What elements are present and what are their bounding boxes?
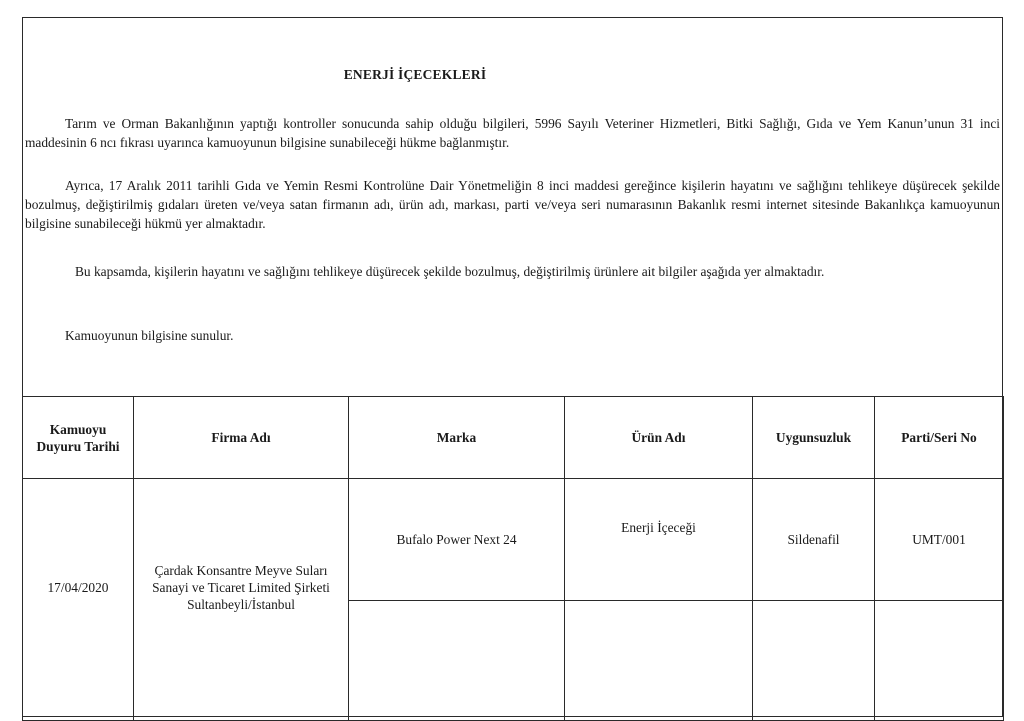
results-table (22, 396, 1004, 721)
header-date: Kamuoyu Duyuru Tarihi (23, 397, 134, 479)
firm-value: Çardak Konsantre Meyve Suları Sanayi ve Ticaret Limited Şirketi Sultanbeyli/İstanbul (152, 563, 330, 612)
cell-date (23, 479, 134, 721)
document-title: ENERJİ İÇECEKLERİ (343, 67, 487, 82)
paragraph-regulation: Ayrıca, 17 Aralık 2011 tarihli Gıda ve Yemin Resmi Kontrolüne Dair Yönetmeliğin 8 inci maddesi gereğince kişilerin hayatını ve sağlığını tehlikeye düşürecek şekilde bozulmuş, değiştirilmiş gıdaları üreten ve/veya satan firmanın adı, ürün adı, markası, parti ve/veya seri numarasının Bakanlık resmi internet sitesinde Bakanlıkça kamuoyunun bilgisine sunabileceği hükmü yer almaktadır. (25, 178, 1000, 231)
header-batch: Parti/Seri No (875, 397, 1004, 479)
header-nonconformity: Uygunsuzluk (753, 397, 875, 479)
cell-brand-2 (349, 601, 565, 721)
cell-nonconformity: Sildenafil (753, 479, 875, 601)
paragraph-intro: Tarım ve Orman Bakanlığının yaptığı kontroller sonucunda sahip olduğu bilgileri, 5996 Sayılı Veteriner Hizmetleri, Bitki Sağlığı, Gıda ve Yem Kanun’unun 31 inci maddesinin 6 ncı fıkrası uyarınca kamuoyunun bilgisine sunabileceği hükme bağlanmıştır. (25, 116, 1000, 150)
paragraph-closing: Kamuoyunun bilgisine sunulur. (65, 328, 234, 343)
cell-nonconformity-2 (753, 601, 875, 721)
table-header-row (23, 397, 1004, 479)
paragraph-scope: Bu kapsamda, kişilerin hayatını ve sağlığını tehlikeye düşürecek şekilde bozulmuş, değiştirilmiş ürünlere ait bilgiler aşağıda yer almaktadır. (75, 264, 825, 279)
product-value: Enerji İçeceği (621, 519, 696, 535)
cell-product (565, 479, 753, 601)
header-product: Ürün Adı (565, 397, 753, 479)
date-value: 17/04/2020 (47, 579, 109, 595)
cell-brand: Bufalo Power Next 24 (349, 479, 565, 601)
cell-batch: UMT/001 (875, 479, 1004, 601)
header-firm: Firma Adı (134, 397, 349, 479)
cell-product-2 (565, 601, 753, 721)
cell-batch-2 (875, 601, 1004, 721)
table-row (23, 479, 1004, 601)
header-brand: Marka (349, 397, 565, 479)
cell-firm (134, 479, 349, 721)
